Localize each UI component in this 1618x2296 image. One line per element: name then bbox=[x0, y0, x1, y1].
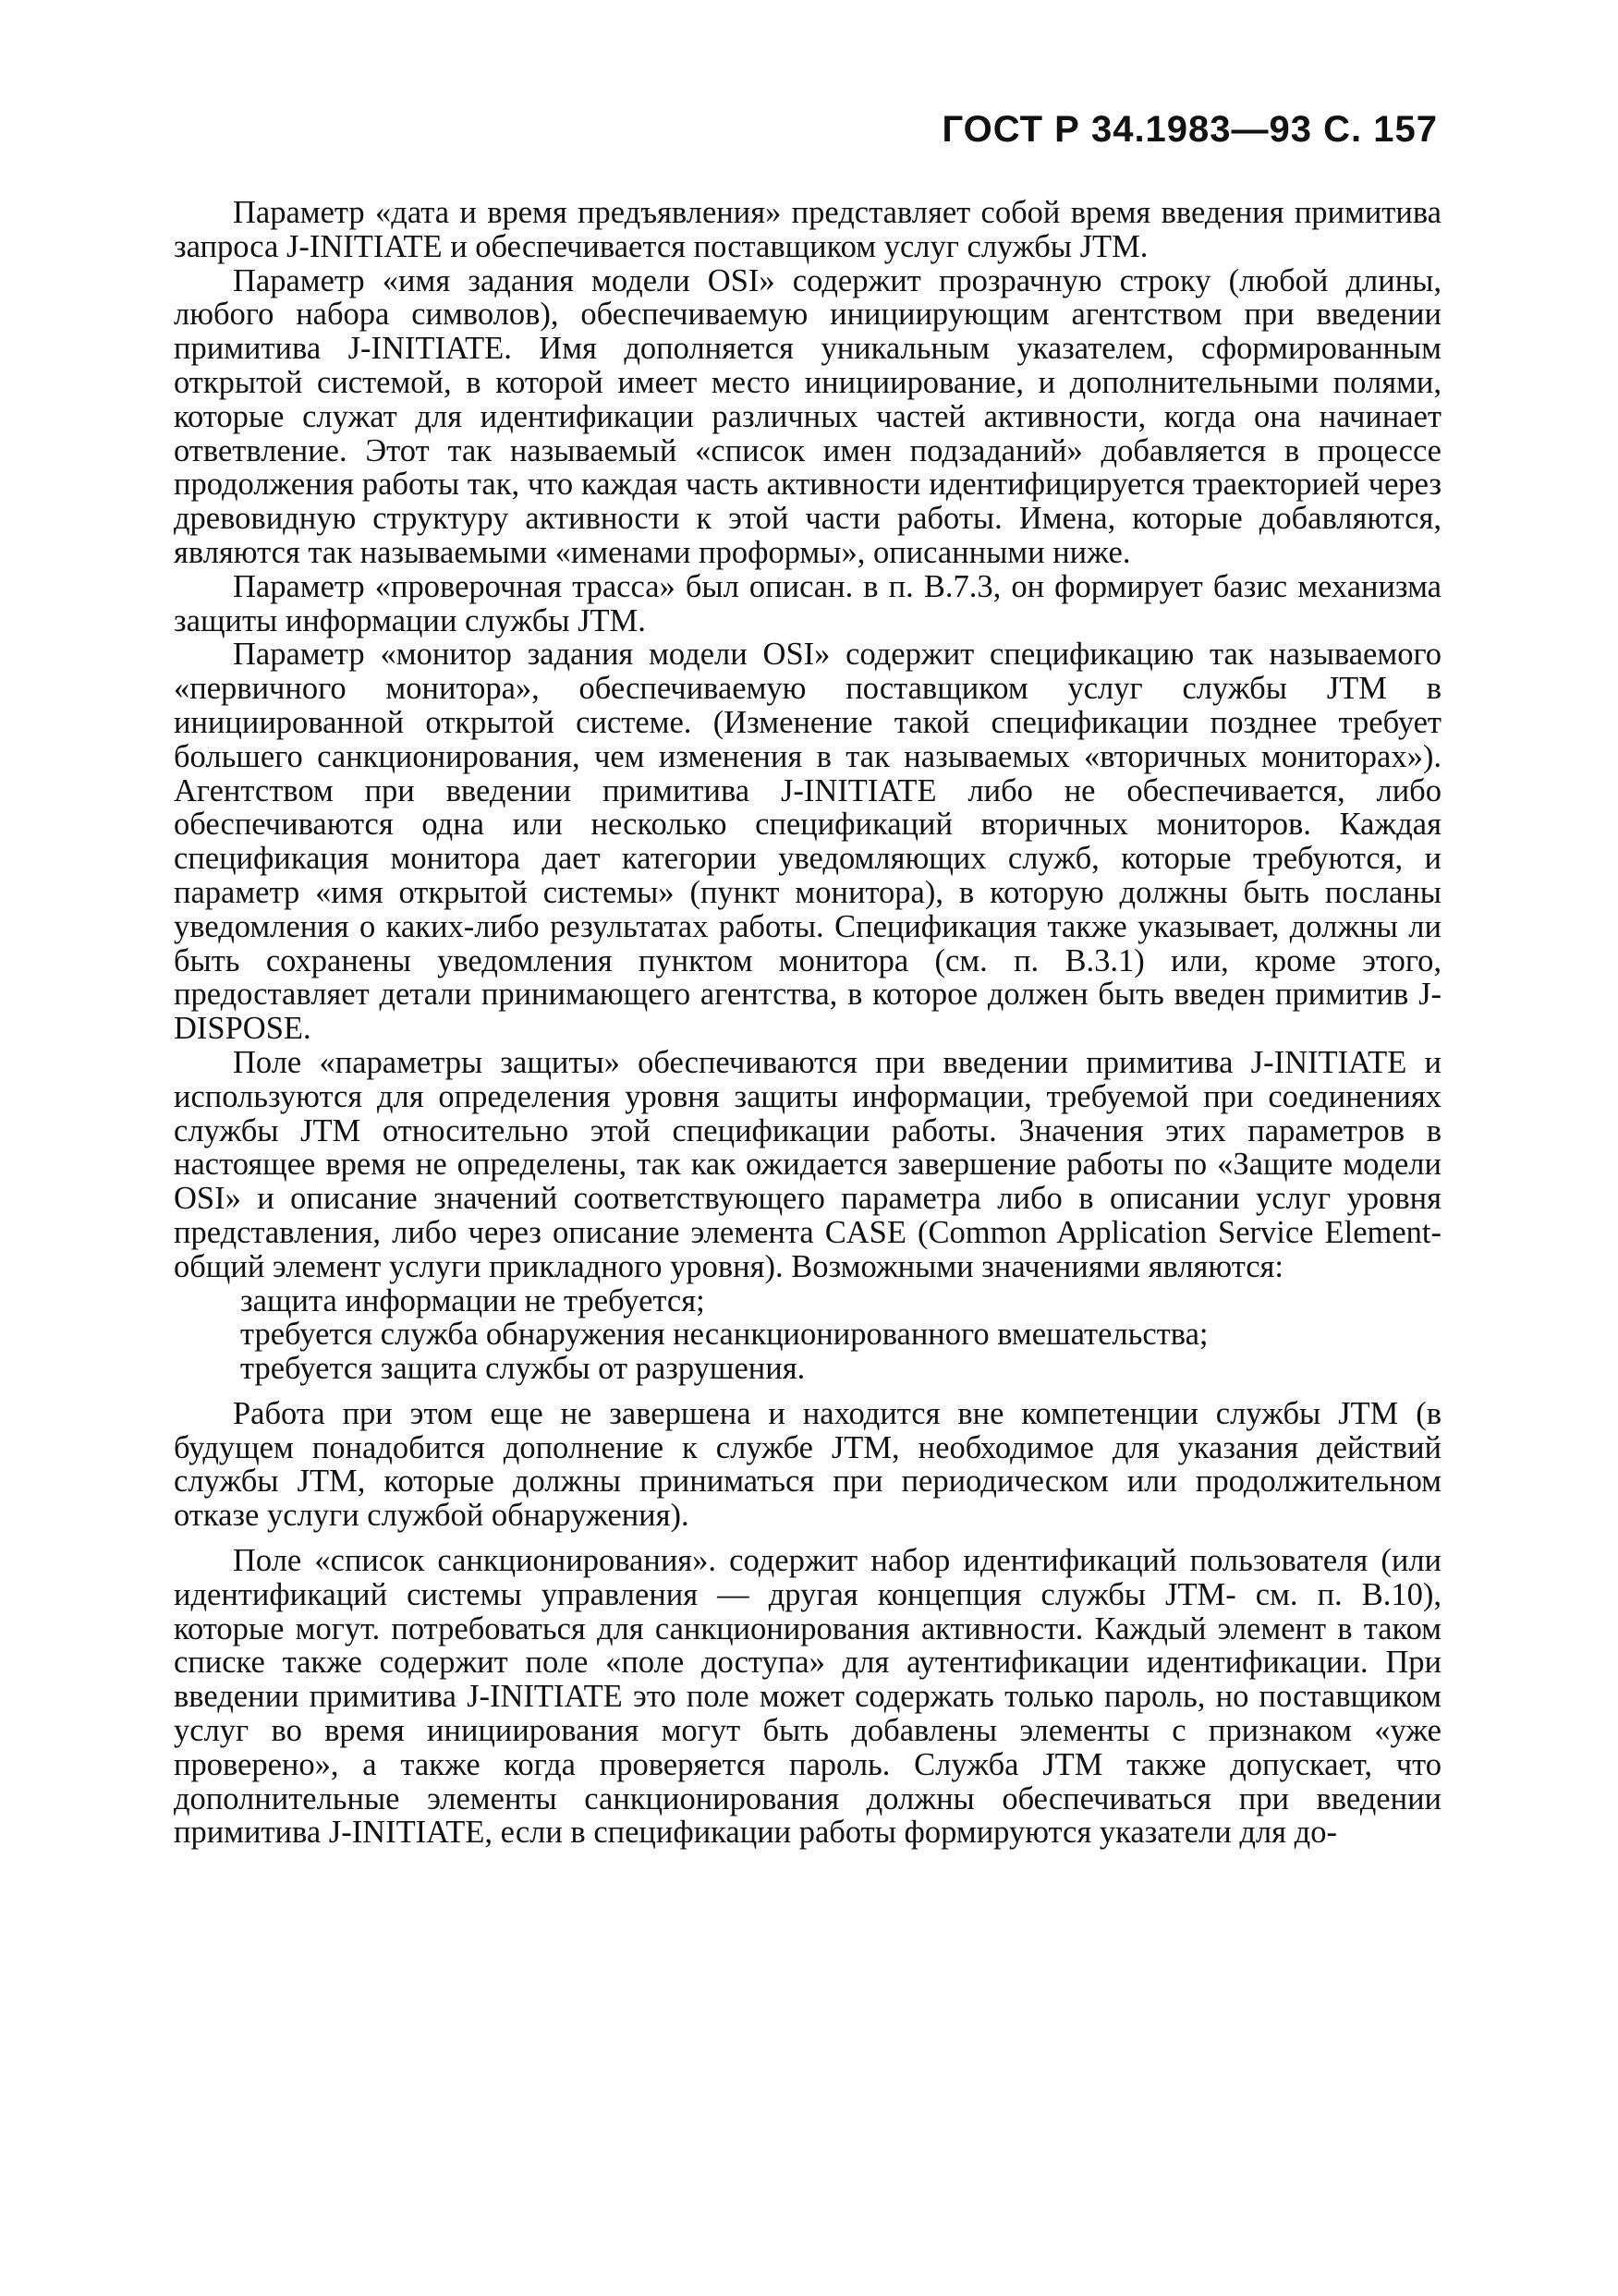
paragraph-audit-trail: Параметр «проверочная трасса» был описан. в п. В.7.3, он формирует базис механизма защиты информации службы JTM. bbox=[174, 568, 1442, 638]
paragraph-monitor: Параметр «монитор задания модели OSI» содержит спецификацию так называемого «первичного монитора», обеспечиваемую поставщиком услуг службы JTM в инициированной открытой системе. (Изменение такой спецификации позднее требует большего санкционирования, чем изменения в так называемых «вторичных мониторах»). Агентством при введении примитива J-INITIATE либо не обеспечивается, либо обеспечиваются одна или несколько спецификаций вторичных мониторов. Каждая спецификация монитора дает категории уведомляющих служб, которые требуются, и параметр «имя открытой системы» (пункт монитора), в которую должны быть посланы уведомления о каких-либо результатах работы. Спецификация также указывает, должны ли быть сохранены уведомления пунктом монитора (см. п. В.3.1) или, кроме этого, предоставляет детали принимающего агентства, в которое должен быть введен примитив J-DISPOSE. bbox=[174, 637, 1442, 1047]
list-item: защита информации не требуется; bbox=[240, 1282, 705, 1318]
list-item: требуется служба обнаружения несанкционированного вмешательства; bbox=[240, 1317, 1209, 1353]
list-item: требуется защита службы от разрушения. bbox=[240, 1351, 806, 1387]
paragraph-job-name: Параметр «имя задания модели OSI» содержит прозрачную строку (любой длины, любого набора символов), обеспечиваемую инициирующим агентством при введении примитива J-INITIATE. Имя дополняется уникальным указателем, сформированным открытой системой, в которой имеет место инициирование, и дополнительными полями, которые служат для идентификации различных частей активности, когда она начинает ответвление. Этот так называемый «список имен подзаданий» добавляется в процессе продолжения работы так, что каждая часть активности идентифицируется траекторией через древовидную структуру активности к этой части работы. Имена, которые добавляются, являются так называемыми «именами проформы», описанными ниже. bbox=[174, 262, 1442, 570]
document-body bbox=[174, 196, 1442, 1850]
paragraph-security-params: Поле «параметры защиты» обеспечиваются при введении примитива J-INITIATE и используются для определения уровня защиты информации, требуемой при соединениях службы JTM относительно этой спецификации работы. Значения этих параметров в настоящее время не определены, так как ожидается завершение работы по «Защите модели OSI» и описание значений соответствующего параметра либо в описании услуг уровня представления, либо через описание элемента CASE (Common Application Service Element-общий элемент услуги прикладного уровня). Возможными значениями являются: bbox=[174, 1044, 1442, 1284]
paragraph-date-time: Параметр «дата и время предъявления» представляет собой время введения примитива запроса J-INITIATE и обеспечивается поставщиком услуг службы JTM. bbox=[174, 195, 1442, 264]
page-header: ГОСТ Р 34.1983—93 С. 157 bbox=[942, 109, 1438, 150]
paragraph-incomplete-work: Работа при этом еще не завершена и находится вне компетенции службы JTM (в будущем понадобится дополнение к службе JTM, необходимое для указания действий службы JTM, которые должны приниматься при периодическом или продолжительном отказе услуги службой обнаружения). bbox=[174, 1395, 1442, 1534]
paragraph-authorization-list: Поле «список санкционирования». содержит набор идентификаций пользователя (или идентификаций системы управления — другая концепция службы JTM- см. п. В.10), которые могут. потребоваться для санкционирования активности. Каждый элемент в таком списке также содержит поле «поле доступа» для аутентификации идентификации. При введении примитива J-INITIATE это поле может содержать только пароль, но поставщиком услуг во время инициирования могут быть добавлены элементы с признаком «уже проверено», а также когда проверяется пароль. Служба JTM также допускает, что дополнительные элементы санкционирования должны обеспечиваться при введении примитива J-INITIATE, если в спецификации работы формируются указатели для до- bbox=[174, 1543, 1442, 1851]
security-options-list bbox=[174, 1284, 1442, 1386]
